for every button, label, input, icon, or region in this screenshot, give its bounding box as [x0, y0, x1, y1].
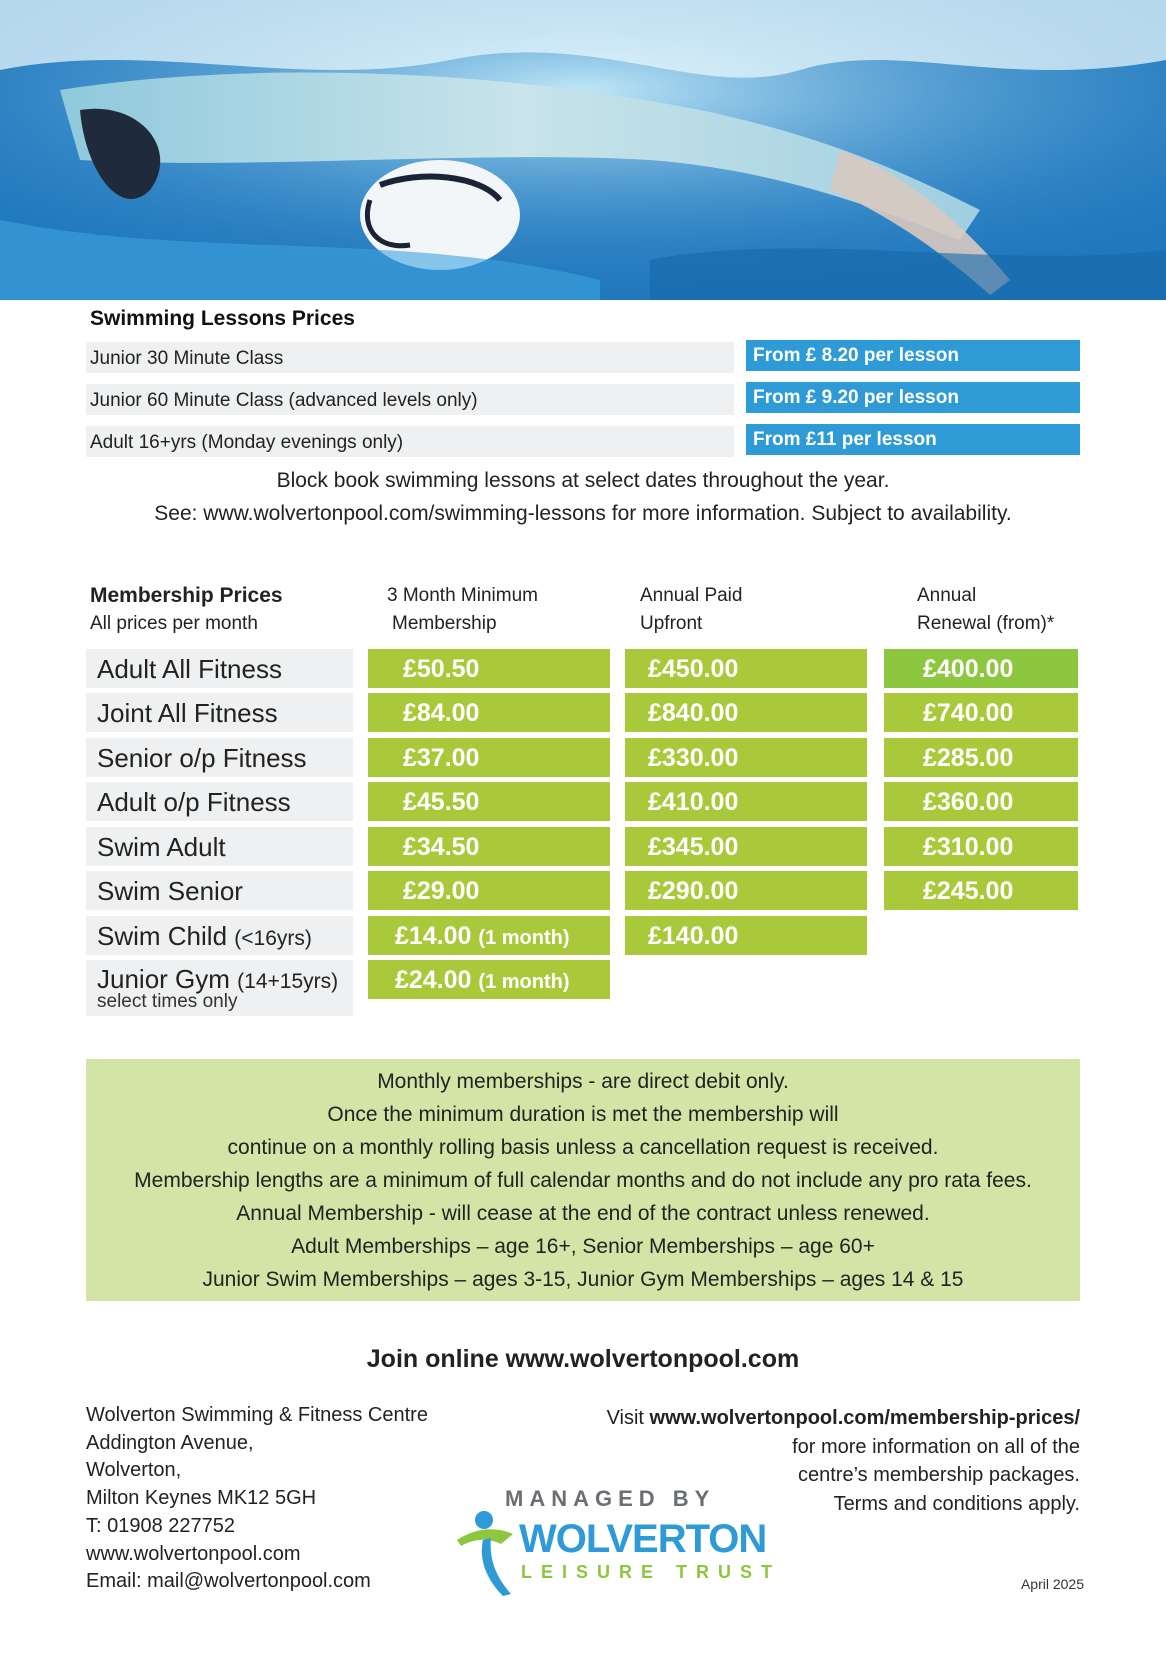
- terms-line: Adult Memberships – age 16+, Senior Memberships – age 60+: [291, 1235, 875, 1258]
- price-value: £24.00: [395, 966, 472, 994]
- date-label: April 2025: [1020, 1576, 1084, 1592]
- column-header: Upfront: [640, 613, 703, 634]
- address-line: Addington Avenue,: [86, 1431, 254, 1454]
- address-line: Milton Keynes MK12 5GH: [86, 1487, 317, 1510]
- price-value: £14.00: [395, 922, 472, 950]
- logo-figure-body: [482, 1538, 511, 1596]
- price-cell: £34.50: [368, 827, 610, 866]
- lessons-note: See: www.wolvertonpool.com/swimming-lessons for more information. Subject to availability.: [154, 502, 1012, 525]
- price-cell: £45.50: [368, 782, 610, 821]
- terms-line: Monthly memberships - are direct debit only.: [377, 1070, 789, 1093]
- membership-label-text: Joint All Fitness: [97, 698, 278, 728]
- lesson-price: From £11 per lesson: [746, 424, 1080, 455]
- membership-label-note: (14+15yrs): [237, 970, 339, 993]
- visit-prefix: Visit: [606, 1407, 650, 1429]
- price-cell: £360.00: [884, 782, 1078, 821]
- price-cell: £310.00: [884, 827, 1078, 866]
- membership-prices-link[interactable]: www.wolvertonpool.com/membership-prices/: [649, 1407, 1080, 1429]
- price-cell: £37.00: [368, 738, 610, 777]
- price-cell: £740.00: [884, 693, 1078, 732]
- terms-line: Once the minimum duration is met the membership will: [327, 1103, 839, 1126]
- price-cell: £50.50: [368, 649, 610, 688]
- price-cell: £285.00: [884, 738, 1078, 777]
- lesson-row: [86, 342, 1080, 373]
- price-cell: £400.00: [884, 649, 1078, 688]
- lesson-price: From £ 9.20 per lesson: [746, 382, 1080, 413]
- lesson-row: [86, 384, 1080, 415]
- price-cell: £290.00: [625, 871, 867, 910]
- lesson-name: Junior 60 Minute Class (advanced levels only): [86, 384, 734, 415]
- membership-title: Membership Prices: [90, 584, 283, 607]
- membership-label: [86, 827, 353, 866]
- price-cell: £840.00: [625, 693, 867, 732]
- price-cell: £345.00: [625, 827, 867, 866]
- price-note: (1 month): [478, 971, 570, 993]
- membership-subtitle: All prices per month: [90, 613, 258, 634]
- column-header: Annual: [917, 585, 977, 606]
- address-line: Wolverton Swimming & Fitness Centre: [86, 1404, 428, 1426]
- lesson-name: Junior 30 Minute Class: [86, 342, 734, 373]
- price-cell: £140.00: [625, 916, 867, 955]
- membership-terms-box: [86, 1059, 1080, 1301]
- price-cell: £410.00: [625, 782, 867, 821]
- logo-managed-by: MANAGED BY: [505, 1486, 716, 1511]
- join-online-heading: Join online www.wolvertonpool.com: [366, 1345, 800, 1373]
- wolverton-leisure-trust-logo: [455, 1478, 782, 1598]
- membership-label-text: Swim Adult: [97, 832, 226, 862]
- membership-label-text: Junior Gym: [97, 964, 230, 994]
- lessons-note: Block book swimming lessons at select dates throughout the year.: [276, 469, 890, 492]
- column-header: Renewal (from)*: [917, 613, 1055, 634]
- hero-swimmer-photo: [0, 0, 1166, 300]
- visit-line: centre’s membership packages.: [798, 1464, 1080, 1486]
- price-cell: £29.00: [368, 871, 610, 910]
- membership-label: [86, 693, 353, 732]
- lesson-row: [86, 426, 1080, 457]
- membership-label: [86, 871, 353, 910]
- terms-line: Membership lengths are a minimum of full calendar months and do not include any pro rata fees.: [134, 1169, 1032, 1192]
- column-header: Annual Paid: [640, 585, 743, 606]
- column-header: 3 Month Minimum: [387, 585, 538, 606]
- terms-line: Annual Membership - will cease at the end of the contract unless renewed.: [236, 1202, 930, 1225]
- price-cell: [368, 916, 610, 955]
- column-header: Membership: [392, 613, 497, 634]
- logo-name: WOLVERTON: [519, 1517, 767, 1561]
- membership-label: [86, 649, 353, 688]
- lesson-name: Adult 16+yrs (Monday evenings only): [86, 426, 734, 457]
- address-line: Wolverton,: [86, 1459, 182, 1482]
- price-cell: [368, 960, 610, 999]
- terms-line: Junior Swim Memberships – ages 3-15, Junior Gym Memberships – ages 14 & 15: [202, 1268, 964, 1291]
- phone-line: T: 01908 227752: [86, 1514, 236, 1537]
- logo-tagline: LEISURE TRUST: [521, 1562, 782, 1582]
- price-cell: £84.00: [368, 693, 610, 732]
- membership-label: [86, 916, 353, 955]
- logo-figure-head: [475, 1511, 493, 1529]
- junior-gym-note: select times only: [97, 991, 238, 1012]
- visit-line: for more information on all of the: [792, 1435, 1080, 1458]
- email-line[interactable]: Email: mail@wolvertonpool.com: [86, 1570, 371, 1593]
- terms-line: continue on a monthly rolling basis unless a cancellation request is received.: [227, 1136, 939, 1159]
- price-cell: £330.00: [625, 738, 867, 777]
- visit-line: Terms and conditions apply.: [833, 1492, 1080, 1515]
- membership-label-text: Adult All Fitness: [97, 654, 282, 684]
- membership-label-text: Adult o/p Fitness: [97, 787, 291, 817]
- membership-label: [86, 738, 353, 777]
- website-link[interactable]: www.wolvertonpool.com: [86, 1542, 301, 1565]
- lessons-title: Swimming Lessons Prices: [90, 307, 355, 330]
- membership-label: [86, 782, 353, 821]
- membership-label-note: (<16yrs): [234, 927, 312, 950]
- membership-label-text: Senior o/p Fitness: [97, 743, 307, 773]
- price-cell: £245.00: [884, 871, 1078, 910]
- price-cell: £450.00: [625, 649, 867, 688]
- price-note: (1 month): [478, 927, 570, 949]
- lesson-price: From £ 8.20 per lesson: [746, 340, 1080, 371]
- membership-label-text: Swim Child: [97, 921, 228, 951]
- logo-graphic: [455, 1478, 782, 1598]
- membership-label-text: Swim Senior: [97, 876, 243, 906]
- address-block: [86, 1402, 428, 1596]
